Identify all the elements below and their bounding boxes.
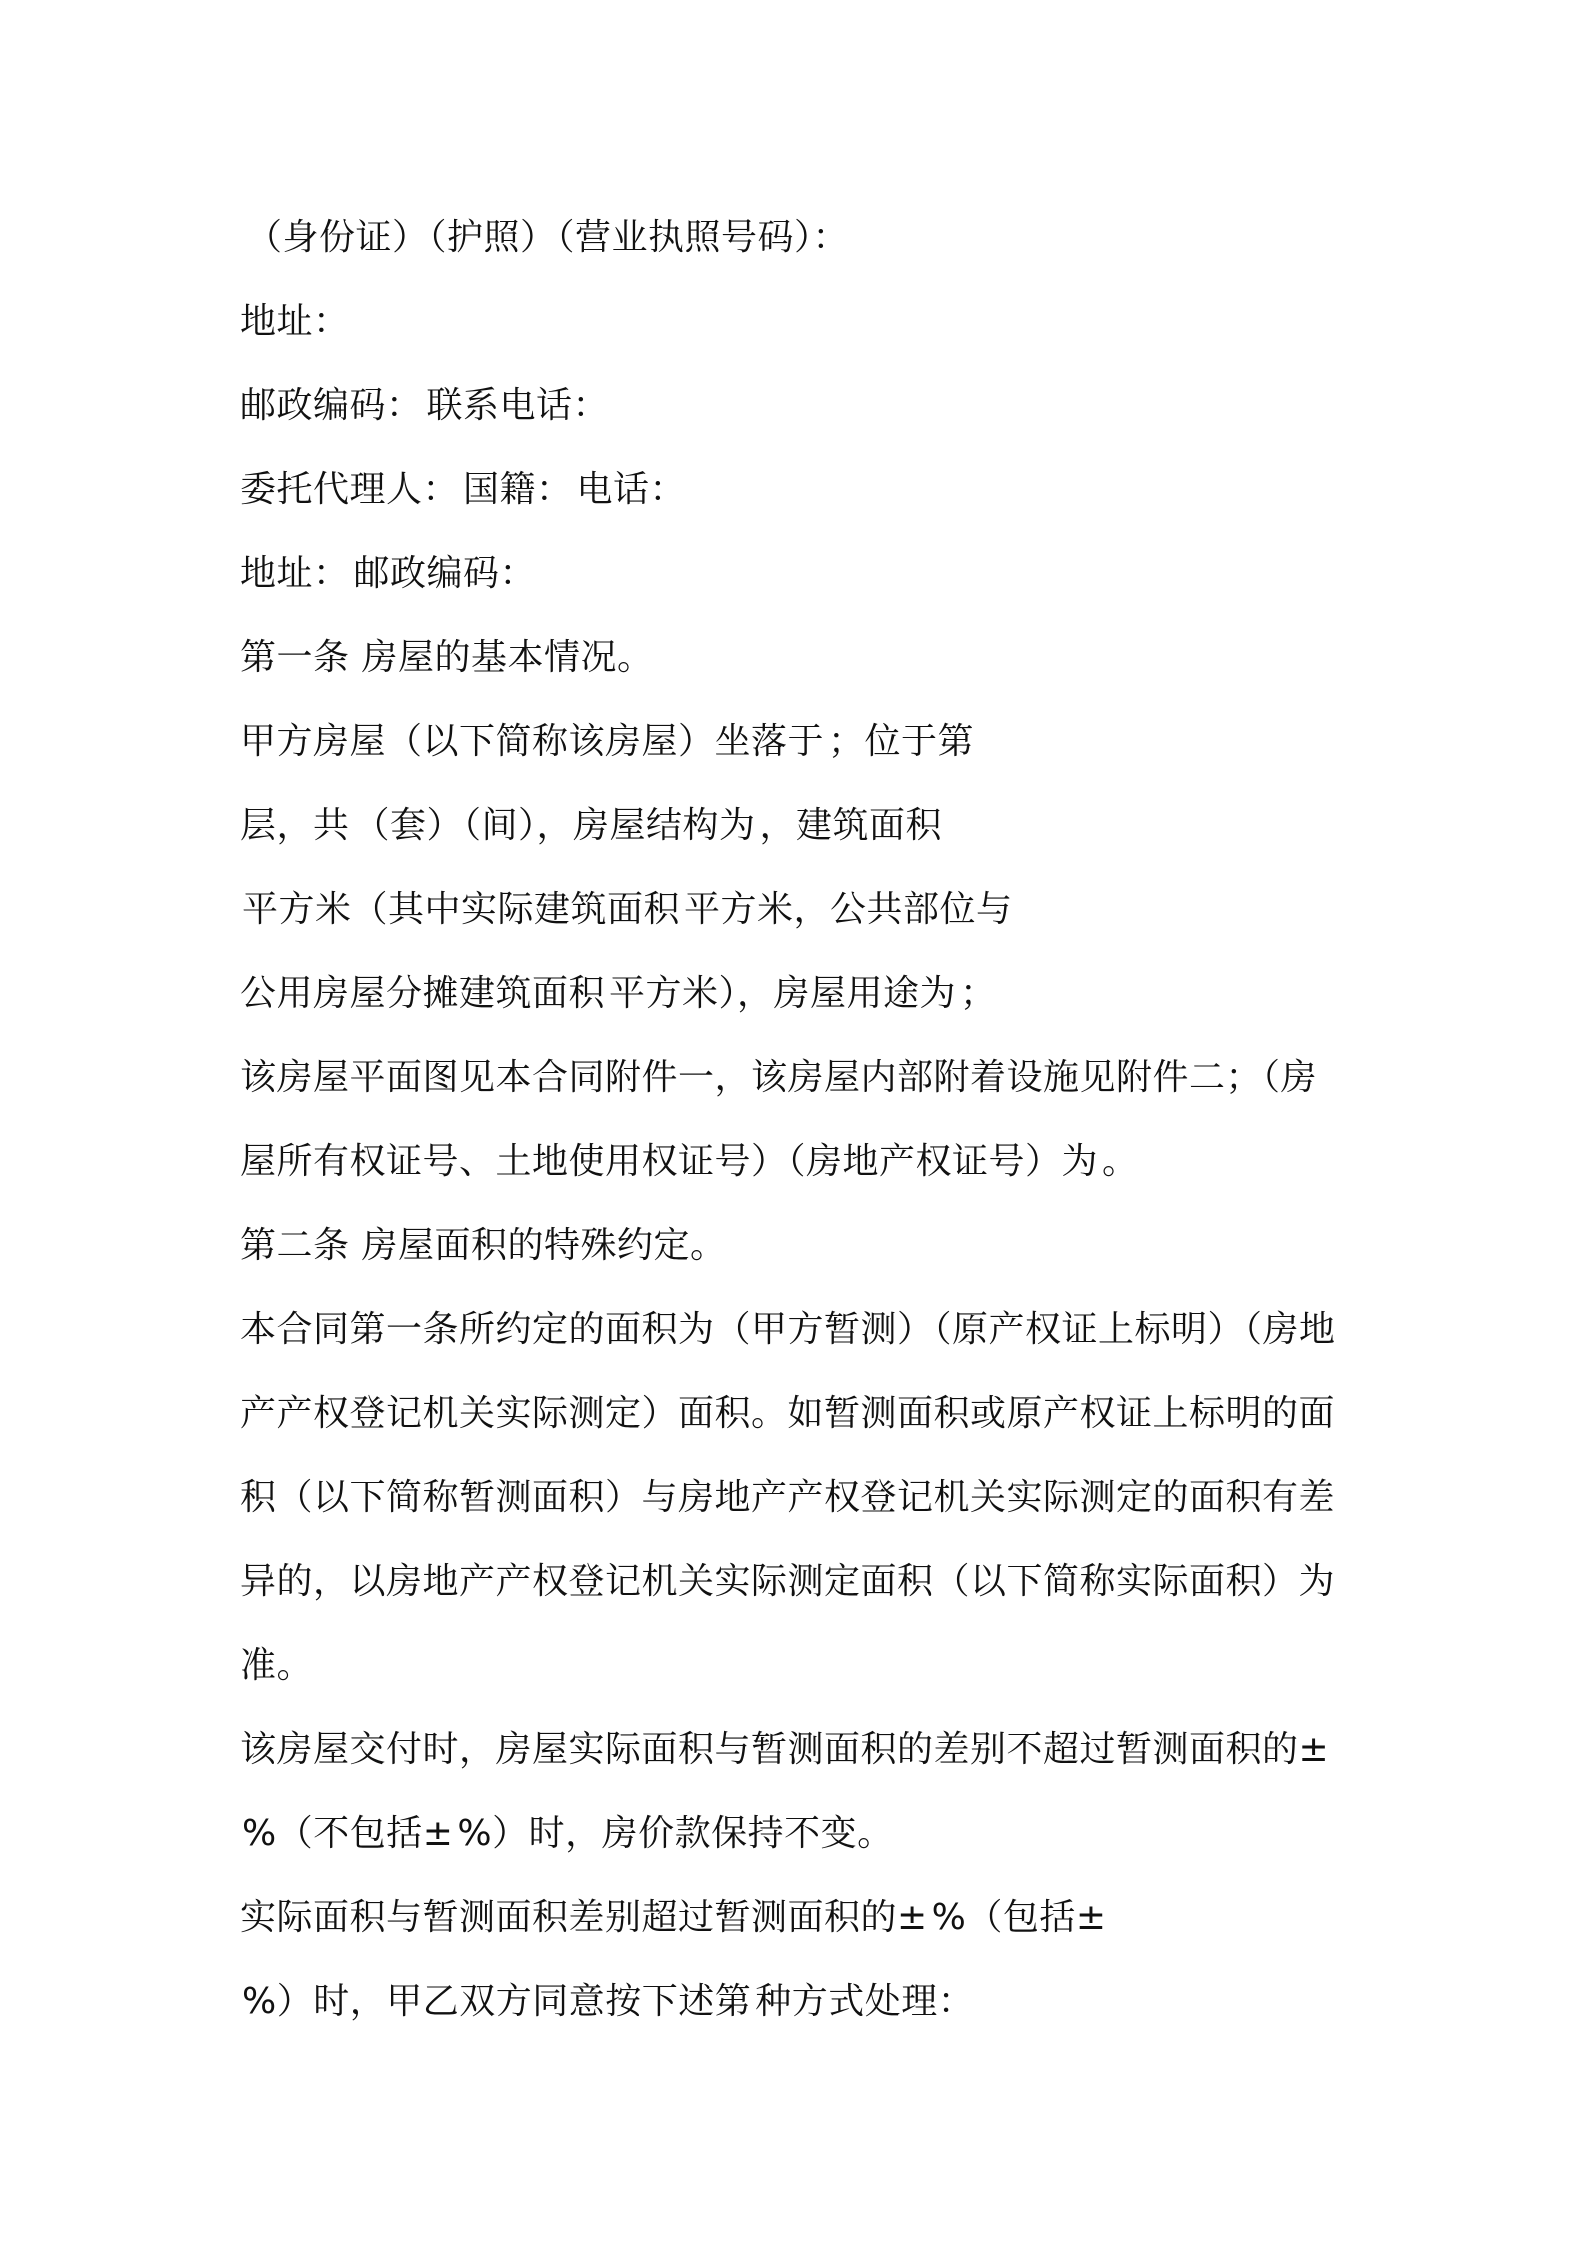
- usage-semicolon: ；: [960, 973, 997, 1014]
- tolerance-excl-label: %（不包括±: [242, 1813, 454, 1854]
- article-2-para-3: [240, 1456, 1350, 1540]
- attachments-text: 该房屋平面图见本合同附件一，该房屋内部附着设施见附件二；（房: [240, 1057, 1318, 1098]
- common-area-label: 平方米，公共部位与: [684, 889, 1013, 930]
- phone-label: 电话：: [576, 469, 687, 510]
- certificate-label: 屋所有权证号、土地使用权证号）（房地产权证号）为: [240, 1141, 1099, 1182]
- article-1-heading: [240, 616, 1350, 700]
- article-2-text-5: 准。: [240, 1645, 314, 1686]
- nationality-label: 国籍：: [463, 469, 573, 510]
- agent-postal-label: 邮政编码：: [353, 553, 537, 594]
- tolerance-line-1: [240, 1708, 1350, 1792]
- structure-line: [240, 784, 1350, 868]
- agent-address-line: [240, 532, 1350, 616]
- id-number-label: （身份证）（护照）（营业执照号码）：: [246, 217, 850, 258]
- address-line: [240, 280, 1350, 364]
- agent-line: [240, 448, 1350, 532]
- shared-area-label: 公用房屋分摊建筑面积: [240, 973, 606, 1014]
- contract-page: [240, 196, 1350, 2044]
- id-number-line: [240, 196, 1350, 280]
- article-2-para-5: [240, 1624, 1350, 1708]
- agent-address-label: 地址：: [240, 553, 350, 594]
- postal-phone-line: [240, 364, 1350, 448]
- address-label: 地址：: [240, 301, 350, 342]
- units-label: 层，共: [240, 805, 350, 846]
- certificate-period: 。: [1102, 1141, 1139, 1182]
- exceed-line-2: [240, 1960, 1350, 2044]
- article-1-title: 第一条 房屋的基本情况。: [240, 637, 654, 678]
- article-2-heading: [240, 1204, 1350, 1288]
- method-tail: 种方式处理：: [755, 1981, 975, 2022]
- structure-label: （套）（间），房屋结构为: [353, 805, 756, 846]
- method-label: %）时，甲乙双方同意按下述第: [242, 1981, 752, 2022]
- article-2-para-2: [240, 1372, 1350, 1456]
- exceed-line-1: [240, 1876, 1350, 1960]
- location-label: 甲方房屋（以下简称该房屋）坐落于: [240, 721, 825, 762]
- tolerance-text: 该房屋交付时，房屋实际面积与暂测面积的差别不超过暂测面积的±: [240, 1729, 1330, 1770]
- article-2-title: 第二条 房屋面积的特殊约定。: [240, 1225, 727, 1266]
- attachments-line: [240, 1036, 1350, 1120]
- article-2-text-4: 异的，以房地产产权登记机关实际测定面积（以下简称实际面积）为: [240, 1561, 1336, 1602]
- article-2-text-2: 产产权登记机关实际测定）面积。如暂测面积或原产权证上标明的面: [240, 1393, 1336, 1434]
- usage-label: 平方米），房屋用途为: [609, 973, 957, 1014]
- actual-area-label: 平方米（其中实际建筑面积: [242, 889, 681, 930]
- tolerance-line-2: [240, 1792, 1350, 1876]
- postal-code-label: 邮政编码：: [240, 385, 423, 426]
- article-2-text-3: 积（以下简称暂测面积）与房地产产权登记机关实际测定的面积有差: [240, 1477, 1336, 1518]
- article-2-text-1: 本合同第一条所约定的面积为（甲方暂测）（原产权证上标明）（房地: [240, 1309, 1336, 1350]
- location-line: [240, 700, 1350, 784]
- exceed-incl-label: %（包括±: [931, 1897, 1107, 1938]
- price-unchanged-text: %）时，房价款保持不变。: [457, 1813, 894, 1854]
- agent-label: 委托代理人：: [240, 469, 460, 510]
- area-detail-line: [240, 868, 1350, 952]
- contact-phone-label: 联系电话：: [426, 385, 610, 426]
- certificate-line: [240, 1120, 1350, 1204]
- article-2-para-1: [240, 1288, 1350, 1372]
- exceed-label: 实际面积与暂测面积差别超过暂测面积的±: [240, 1897, 928, 1938]
- building-area-label: ，建筑面积: [759, 805, 943, 846]
- floor-label: ；位于第: [828, 721, 975, 762]
- article-2-para-4: [240, 1540, 1350, 1624]
- usage-line: [240, 952, 1350, 1036]
